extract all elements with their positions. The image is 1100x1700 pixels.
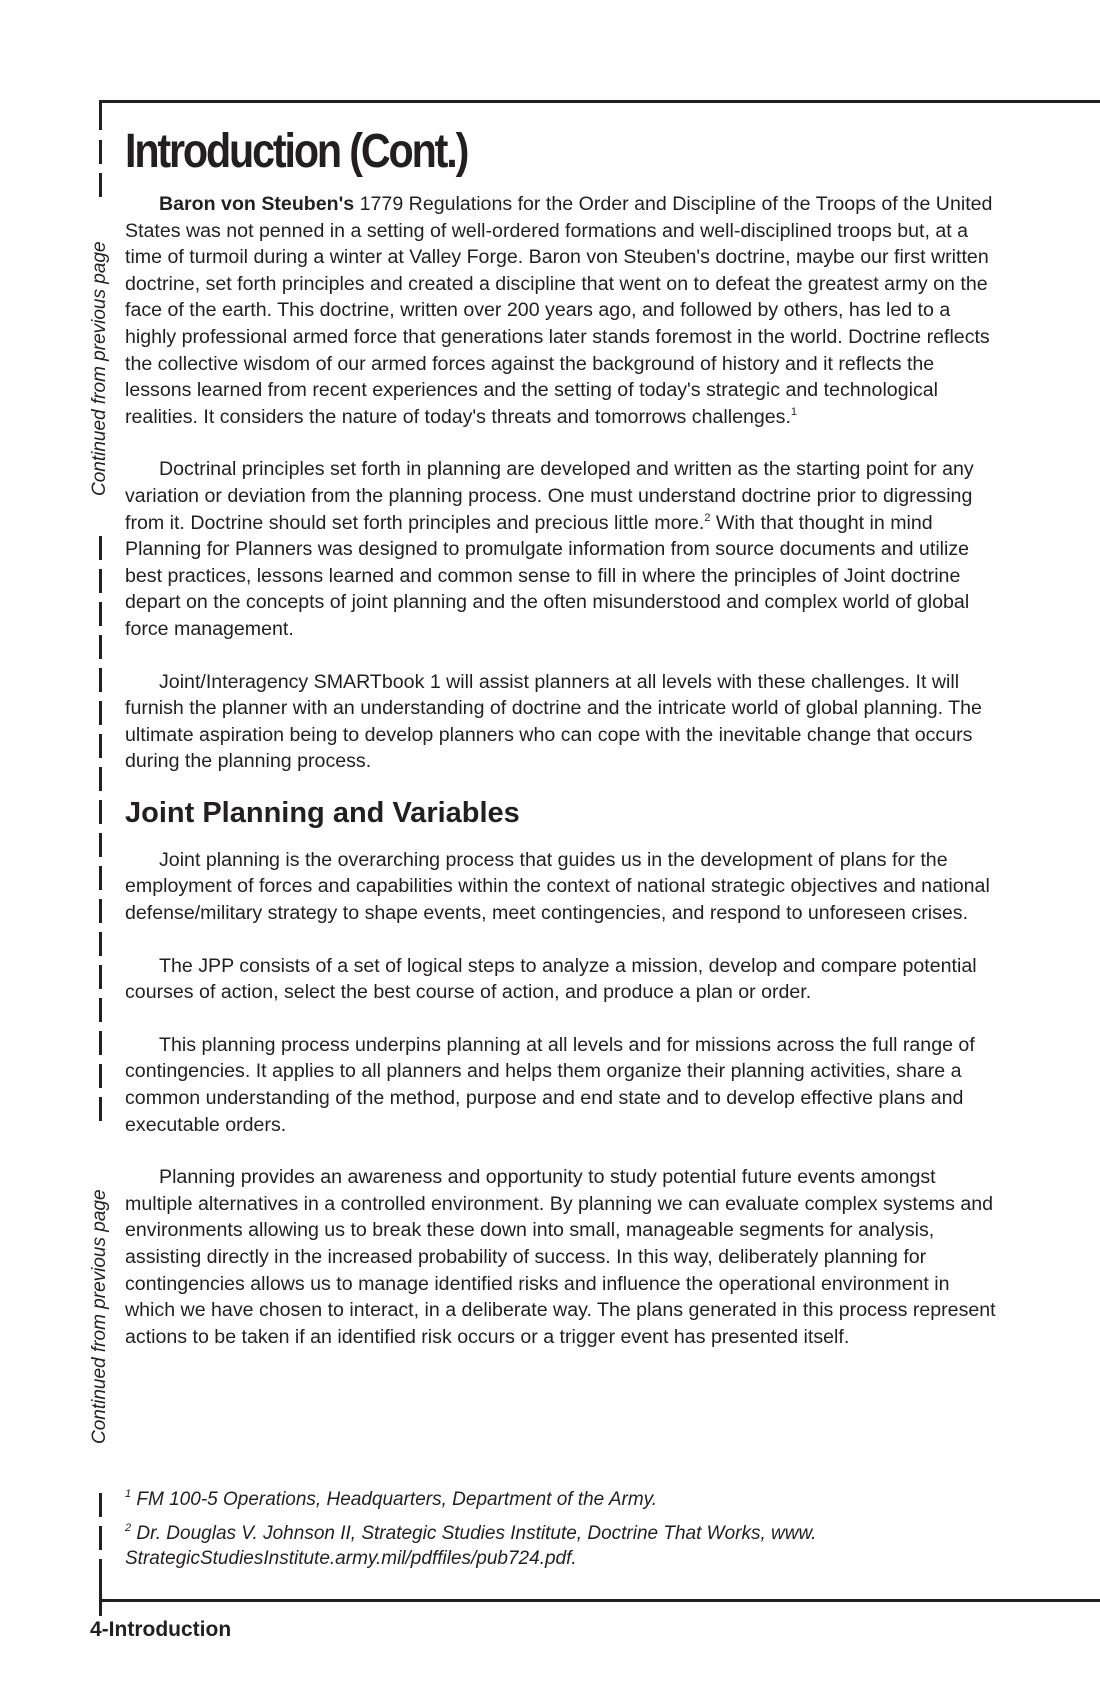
frame-dash: [99, 1493, 102, 1517]
frame-dash: [99, 899, 102, 923]
footnote-2: [125, 1521, 1005, 1571]
frame-dash: [99, 965, 102, 989]
intro-paragraph-1: [125, 191, 1005, 430]
frame-dash: [99, 1578, 102, 1602]
frame-dash: [99, 173, 102, 197]
frame-bottom-rule: [99, 1599, 1100, 1602]
paragraph-text: With that thought in mind Planning for Planners was designed to promulgate information from source documents and utilize best practices, lessons learned and common sense to fill in where the principles of Joint doctrine depart on the concepts of joint planning and the often misunderstood and complex world of global force management.: [125, 511, 970, 640]
page-title: Introduction (Cont.): [125, 125, 468, 178]
frame-dash: [99, 998, 102, 1022]
frame-dash: [99, 734, 102, 758]
paragraph-text: 1779 Regulations for the Order and Discipline of the Troops of the United States was not penned in a setting of well-ordered formations and well-disciplined troops but, at a time of turmoil during a winter at Valley Forge. Baron von Steuben's doctrine, maybe our first written doctrine, set forth principles and created a discipline that went on to defeat the greatest army on the face of the earth. This doctrine, written over 200 years ago, and followed by others, has led to a highly professional armed force that generations later stands foremost in the world. Doctrine reflects the collective wisdom of our armed forces against the background of history and it reflects the lessons learned from recent experiences and the setting of today's strategic and technological realities. It considers the nature of today's threats and tomorrows challenges.: [125, 193, 993, 428]
frame-top-rule: [99, 100, 1100, 103]
footnote-mark: 1: [125, 1488, 132, 1500]
intro-paragraph-2: [125, 456, 1005, 642]
section-heading: Joint Planning and Variables: [125, 796, 520, 829]
frame-dash: [99, 668, 102, 692]
body-content: [125, 191, 1005, 1376]
footnote-text: Dr. Douglas V. Johnson II, Strategic Studies Institute, Doctrine That Works, www. StrategicStudiesInstitute.army.mil/pdffiles/pub724.pdf.: [125, 1523, 817, 1569]
footnote-1: [125, 1487, 1005, 1512]
continued-label-top: Continued from previous page: [86, 460, 114, 502]
frame-dash: [99, 140, 102, 164]
footnote-text: FM 100-5 Operations, Headquarters, Department of the Army.: [131, 1489, 658, 1510]
page-number-label: 4-Introduction: [90, 1618, 232, 1641]
footnote-ref-2: 2: [704, 511, 711, 524]
frame-dash: [99, 569, 102, 593]
frame-dash: [99, 866, 102, 890]
frame-dash: [99, 701, 102, 725]
frame-dash: [99, 1097, 102, 1121]
frame-dash: [99, 1526, 102, 1550]
continued-label-bottom: Continued from previous page: [86, 1408, 114, 1450]
frame-dash: [99, 1064, 102, 1088]
frame-dash: [99, 767, 102, 791]
frame-dash: [99, 635, 102, 659]
intro-paragraph-3: Joint/Interagency SMARTbook 1 will assist planners at all levels with these challenges. It will furnish the planner with an understanding of doctrine and the intricate world of global planning. The ultimate aspiration being to develop planners who can cope with the inevitable change that occurs during the planning process.: [125, 670, 982, 773]
frame-dash: [99, 800, 102, 824]
frame-dash: [99, 100, 102, 130]
frame-dash: [99, 1031, 102, 1055]
section-paragraph: This planning process underpins planning at all levels and for missions across the full range of contingencies. It applies to all planners and helps them organize their planning activities, share a common understanding of the method, purpose and end state and to develop effective plans and executable orders.: [125, 1033, 975, 1136]
section-paragraph: The JPP consists of a set of logical steps to analyze a mission, develop and compare potential courses of action, select the best course of action, and produce a plan or order.: [125, 954, 977, 1004]
frame-dash: [99, 536, 102, 560]
frame-dash: [99, 833, 102, 857]
footnote-ref-1: 1: [790, 405, 798, 418]
lead-bold-text: Baron von Steuben's: [159, 193, 355, 215]
section-paragraph: Joint planning is the overarching process that guides us in the development of plans for the employment of forces and capabilities within the context of national strategic objectives and national defense/military strategy to shape events, meet contingencies, and respond to unforeseen crises.: [125, 848, 990, 925]
paragraph-text: Doctrinal principles set forth in planning are developed and written as the starting point for any variation or deviation from the planning process. One must understand doctrine prior to digressing from it. Doctrine should set forth principles and precious little more.: [125, 458, 974, 534]
footnotes: [125, 1487, 1005, 1580]
frame-dash: [99, 932, 102, 956]
footnote-mark: 2: [125, 1522, 132, 1534]
section-paragraph: Planning provides an awareness and opportunity to study potential future events amongst multiple alternatives in a controlled environment. By planning we can evaluate complex systems and environments allowing us to break these down into small, manageable segments for analysis, assisting directly in the increased probability of success. In this way, deliberately planning for contingencies allows us to manage identified risks and influence the operational environment in which we have chosen to interact, in a deliberate way. The plans generated in this process represent actions to be taken if an identified risk occurs or a trigger event has presented itself.: [125, 1166, 996, 1348]
frame-dash: [99, 602, 102, 626]
